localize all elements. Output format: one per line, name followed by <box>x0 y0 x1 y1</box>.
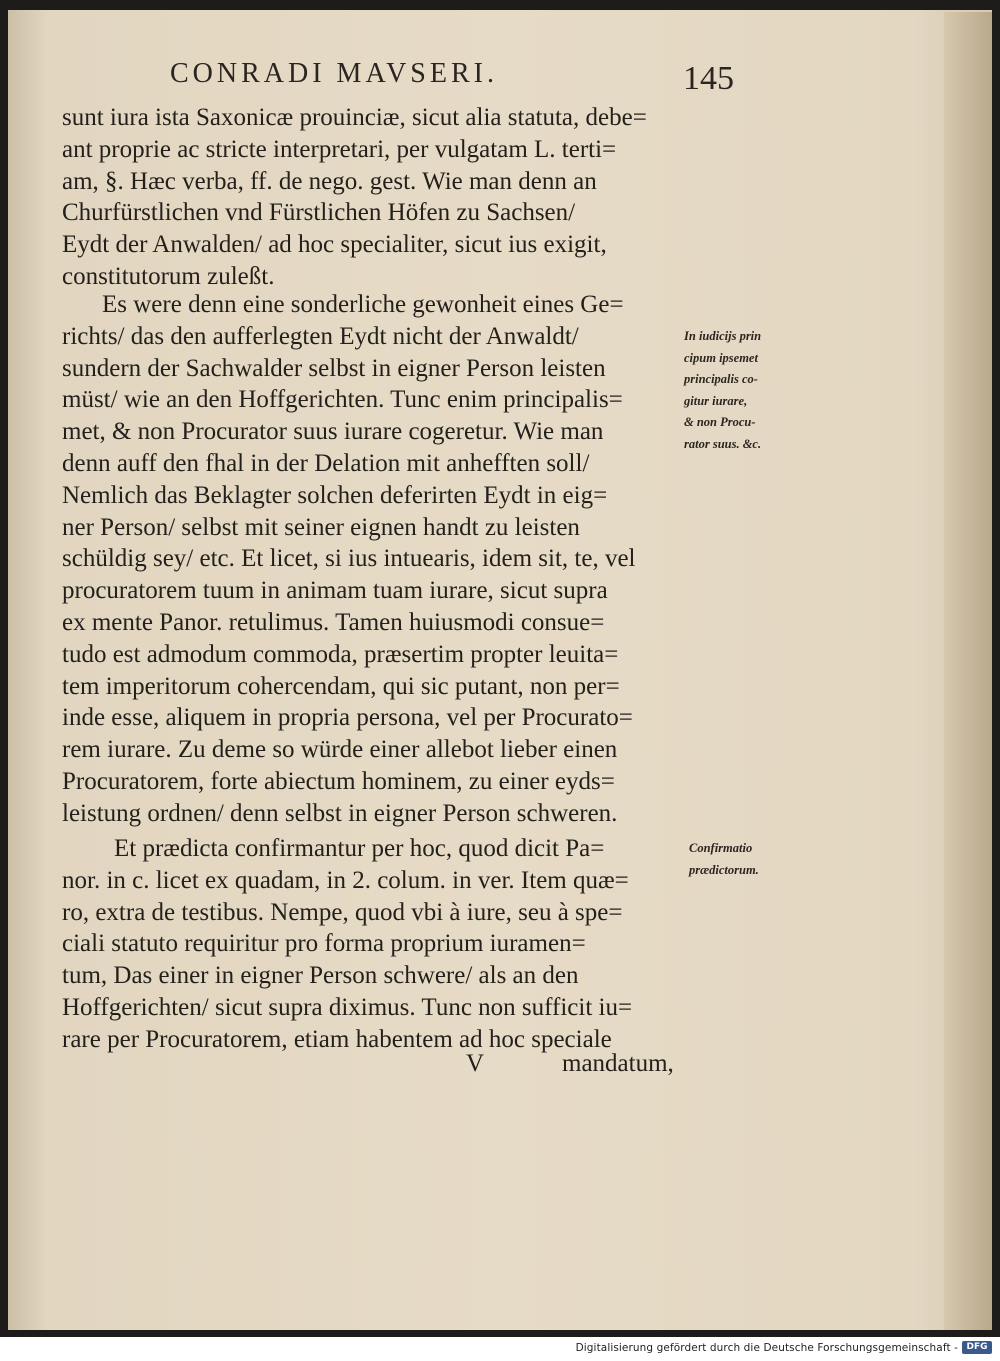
marginal-line: & non Procu- <box>684 415 756 429</box>
marginal-line: prædictorum. <box>689 862 759 877</box>
text-line: Et prædicta confirmantur per hoc, quod dicit Pa= <box>114 835 605 862</box>
text-line: schüldig sey/ etc. Et licet, si ius intuearis, idem sit, te, vel <box>62 545 636 573</box>
dfg-logo-icon: DFG <box>962 1341 992 1354</box>
text-line: tum, Das einer in eigner Person schwere/ als an den <box>62 962 579 990</box>
text-line: ant proprie ac stricte interpretari, per vulgatam L. terti= <box>62 135 617 163</box>
text-line: müst/ wie an den Hoffgerichten. Tunc enim principalis= <box>62 386 623 414</box>
text-line: tudo est admodum commoda, præsertim propter leuita= <box>62 640 619 668</box>
text-line: constitutorum zuleßt. <box>62 262 275 290</box>
text-line: richts/ das den aufferlegten Eydt nicht der Anwaldt/ <box>62 322 579 350</box>
text-line: Eydt der Anwalden/ ad hoc specialiter, sicut ius exigit, <box>62 231 607 259</box>
marginal-line: gitur iurare, <box>684 393 748 408</box>
marginal-note-1 <box>684 326 761 455</box>
marginal-line: cipum ipsemet <box>684 350 758 365</box>
text-line: nor. in c. licet ex quadam, in 2. colum. in ver. Item quæ= <box>62 866 629 894</box>
marginal-line: Confirmatio <box>689 841 753 855</box>
text-line: procuratorem tuum in animam tuam iurare, sicut supra <box>62 577 608 605</box>
text-line: rem iurare. Zu deme so würde einer allebot lieber einen <box>62 736 618 764</box>
text-line: am, §. Hæc verba, ff. de nego. gest. Wie man denn an <box>62 167 597 195</box>
marginal-line: In iudicijs prin <box>684 329 762 343</box>
running-title: CONRADI MAVSERI. <box>170 58 498 89</box>
text-line: Churfürstlichen vnd Fürstlichen Höfen zu Sachsen/ <box>62 199 576 227</box>
catchword: mandatum, <box>562 1050 674 1077</box>
text-line: tem imperitorum cohercendam, qui sic putant, non per= <box>62 672 620 700</box>
text-line: ro, extra de testibus. Nempe, quod vbi à iure, seu à spe= <box>62 898 623 926</box>
text-line: rare per Procuratorem, etiam habentem ad hoc speciale <box>62 1025 612 1053</box>
funding-credit: Digitalisierung gefördert durch die Deutsche Forschungsgemeinschaft - <box>575 1342 958 1354</box>
marginal-line: rator suus. &c. <box>684 436 762 451</box>
text-line: sundern der Sachwalder selbst in eigner Person leisten <box>62 354 606 382</box>
text-line: Nemlich das Beklagter solchen deferirten Eydt in eig= <box>62 481 608 509</box>
paragraph-2 <box>62 289 636 830</box>
paragraph-1 <box>62 102 647 293</box>
text-line: Procuratorem, forte abiectum hominem, zu einer eyds= <box>62 767 615 795</box>
marginal-line: principalis co- <box>684 372 758 386</box>
signature-mark: V <box>466 1050 485 1077</box>
text-line: Hoffgerichten/ sicut supra diximus. Tunc non sufficit iu= <box>62 993 633 1021</box>
page-number: 145 <box>683 60 734 97</box>
text-line: denn auff den fhal in der Delation mit anhefften soll/ <box>62 449 590 477</box>
text-line: ner Person/ selbst mit seiner eignen handt zu leisten <box>62 513 580 541</box>
text-line: ciali statuto requiritur pro forma proprium iuramen= <box>62 930 586 958</box>
text-line: leistung ordnen/ denn selbst in eigner Person schweren. <box>62 799 618 827</box>
text-line: ex mente Panor. retulimus. Tamen huiusmodi consue= <box>62 608 605 636</box>
paragraph-3 <box>62 833 632 1056</box>
text-line: Es were denn eine sonderliche gewonheit eines Ge= <box>102 291 624 318</box>
text-line: sunt iura ista Saxonicæ prouinciæ, sicut alia statuta, debe= <box>62 104 647 131</box>
text-line: met, & non Procurator suus iurare cogeretur. Wie man <box>62 418 604 446</box>
page-edge <box>944 12 992 1330</box>
text-line: inde esse, aliquem in propria persona, vel per Procurato= <box>62 704 633 732</box>
marginal-note-2 <box>689 838 759 881</box>
